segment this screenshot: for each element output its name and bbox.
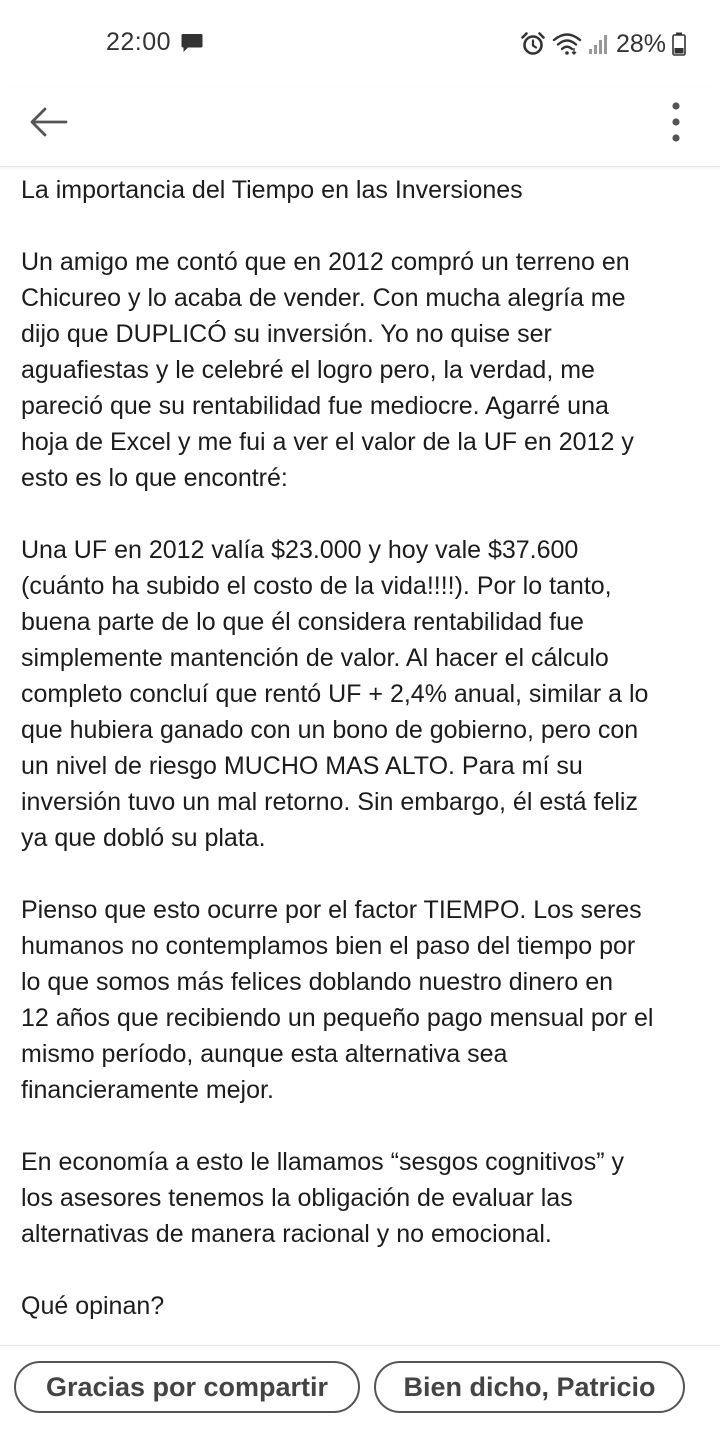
post-title: La importancia del Tiempo en las Inversiones	[21, 176, 523, 204]
more-vertical-icon	[671, 102, 681, 142]
chat-bubble-icon	[181, 33, 203, 53]
post-paragraph: Pienso que esto ocurre por el factor TIEMPO. Los seres humanos no contemplamos bien el paso del tiempo por lo que somos más felices doblando nuestro dinero en 12 años que recibiendo un pequeño pago mensual por el mismo período, aunque esta alternativa sea financieramente mejor.	[21, 896, 654, 1104]
post-paragraph: Un amigo me contó que en 2012 compró un terreno en Chicureo y lo acaba de vender. Con mucha alegría me dijo que DUPLICÓ su inversión. Yo no quise ser aguafiestas y le celebré el logro pero, la verdad, me pareció que su rentabilidad fue mediocre. Agarré una hoja de Excel y me fui a ver el valor de la UF en 2012 y esto es lo que encontré:	[21, 248, 634, 492]
quick-replies-bar	[0, 1345, 720, 1437]
back-button[interactable]	[22, 96, 74, 148]
status-icons	[520, 28, 686, 60]
post-paragraph: Qué opinan?	[21, 1292, 165, 1320]
alarm-icon	[520, 31, 546, 57]
status-time: 22:00	[106, 28, 172, 56]
post-paragraph: Una UF en 2012 valía $23.000 y hoy vale $37.600 (cuánto ha subido el costo de la vida!!!!). Por lo tanto, buena parte de lo que él considera rentabilidad fue simplemente mantención de valor. Al hacer el cálculo completo concluí que rentó UF + 2,4% anual, similar a lo que hubiera ganado con un bono de gobierno, pero con un nivel de riesgo MUCHO MAS ALTO. Para mí su inversión tuvo un mal retorno. Sin embargo, él está feliz ya que dobló su plata.	[21, 536, 649, 852]
wifi-icon	[552, 32, 582, 56]
battery-percentage: 28%	[615, 29, 666, 58]
battery-icon	[672, 32, 686, 56]
post-content	[21, 172, 706, 1360]
signal-icon	[588, 33, 610, 55]
arrow-left-icon	[28, 106, 68, 138]
quick-reply-chip[interactable]: Gracias por compartir	[14, 1361, 360, 1413]
post-paragraph: En economía a esto le llamamos “sesgos cognitivos” y los asesores tenemos la obligación de evaluar las alternativas de manera racional y no emocional.	[21, 1148, 625, 1248]
quick-reply-chip[interactable]: Bien dicho, Patricio	[374, 1361, 685, 1413]
app-bar	[0, 88, 720, 167]
more-options-button[interactable]	[658, 96, 694, 148]
status-bar	[0, 0, 720, 88]
